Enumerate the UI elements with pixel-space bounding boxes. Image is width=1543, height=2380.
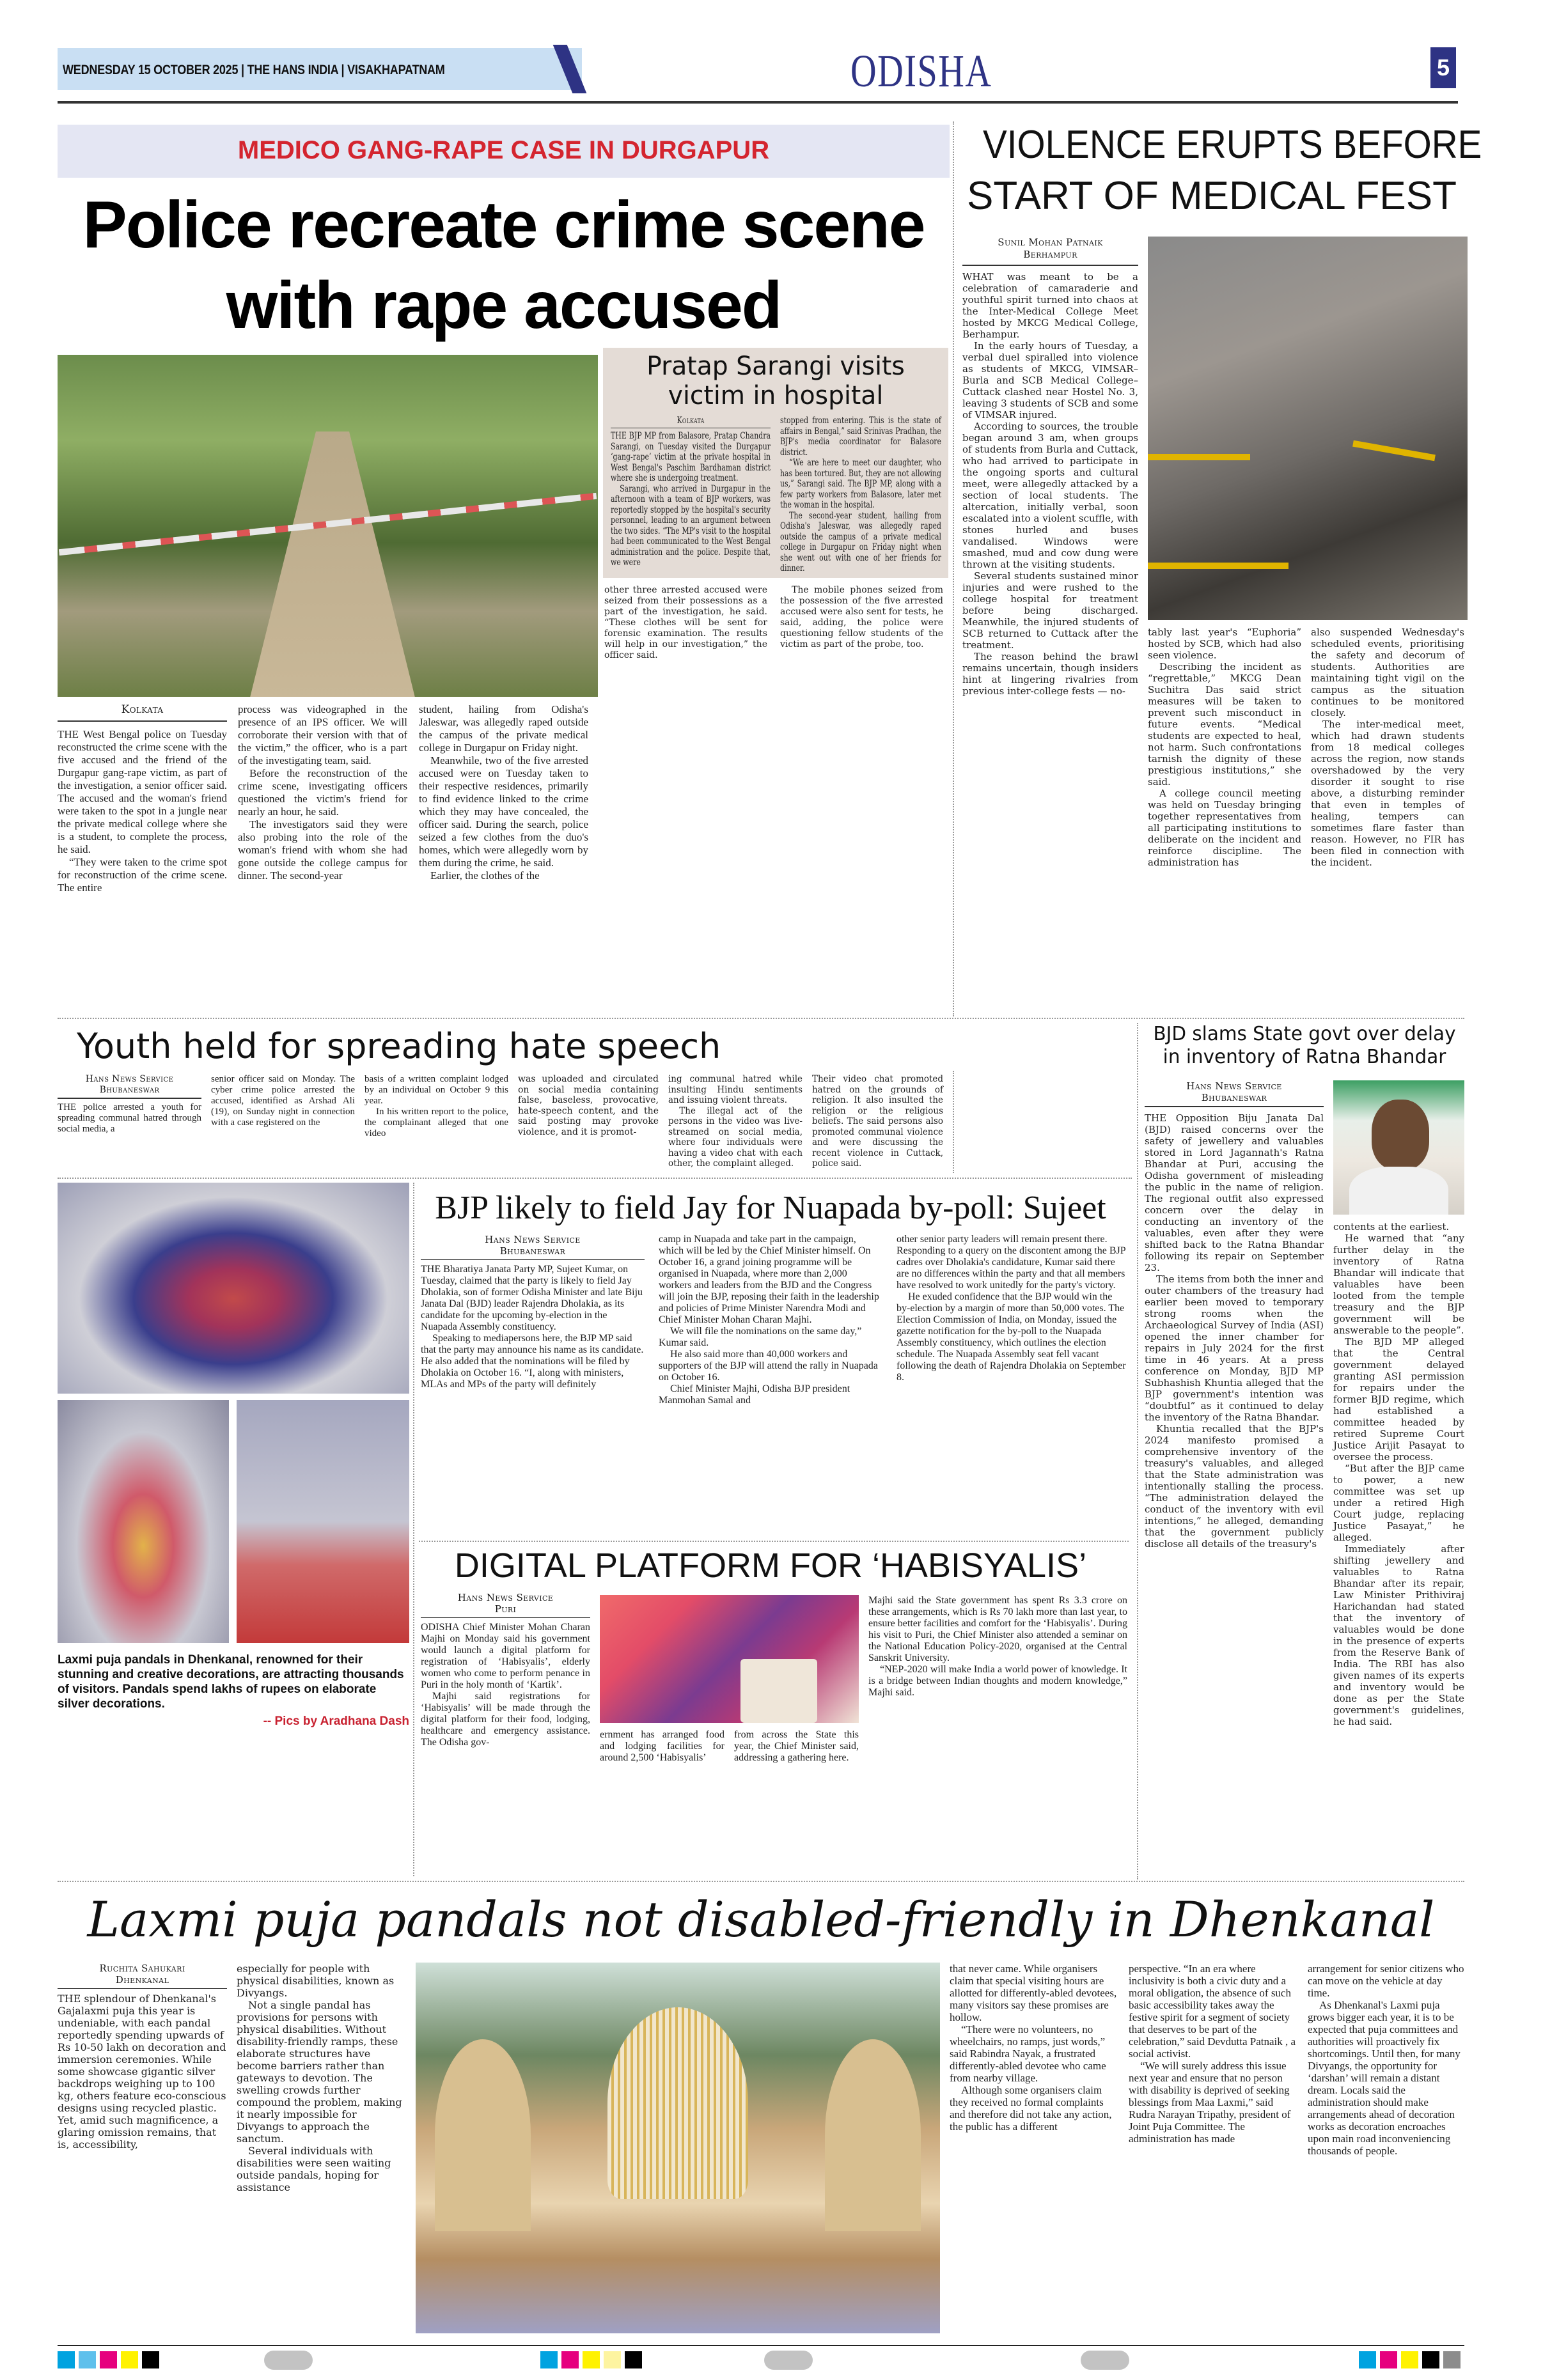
photo-credit: -- Pics by Aradhana Dash	[263, 1715, 409, 1728]
rape-story-col-4	[604, 585, 767, 661]
violence-col-3	[1311, 626, 1464, 868]
color-bar-left	[58, 2351, 159, 2368]
paragraph: “They were taken to the crime spot for reconstruction of the crime scene. The entire	[58, 856, 227, 894]
registration-pill	[1081, 2351, 1129, 2370]
nuapada-dateline: Bhubaneswar	[499, 1245, 566, 1257]
dhenkanal-col-3	[950, 1963, 1119, 2133]
habisyali-col-4	[868, 1595, 1127, 1699]
violence-headline-line-2: START OF MEDICAL FEST	[967, 174, 1457, 218]
rape-story-col-2	[238, 703, 407, 882]
youth-col-3	[364, 1074, 508, 1139]
habisyali-col-1	[421, 1592, 590, 1748]
dhenkanal-col-2	[237, 1963, 406, 2193]
registration-swatch	[1380, 2351, 1397, 2368]
kicker: MEDICO GANG-RAPE CASE IN DURGAPUR	[237, 136, 770, 164]
youth-col-4	[518, 1074, 659, 1137]
color-bar-middle	[540, 2351, 642, 2368]
paragraph: The inter-medical meet, which had drawn students from 18 medical colleges across the region, now stands overshadowed by the very disorder it sought to rise above, a disturbing reminder that even in temples of healing, tempers can sometimes flare faster than reason. However, no FIR has been filed in connection with the incident.	[1311, 719, 1464, 868]
crime-scene-photo	[58, 355, 598, 697]
bjd-dateline: Bhubaneswar	[1201, 1092, 1267, 1103]
paragraph: perspective. “In an era where inclusivity is both a civic duty and a moral obligation, the absence of such basic accessibility takes away the festive spirit for a segment of society that deserves to be part of the celebration,” said Devdutta Patnaik , a social activist.	[1129, 1963, 1296, 2060]
paragraph: As Dhenkanal's Laxmi puja grows bigger each year, it is to be expected that puja committees and authorities will proactively fix shortcomings. Until then, for many Divyangs, the opportunity for ‘darshan’ will remain a distant dream. Locals said the administration should make arrangements ahead of decoration works as decoration encroaches upon main road inconveniencing thousands of people.	[1308, 1999, 1461, 2157]
cm-with-habisyali-photo	[600, 1595, 859, 1723]
paragraph: “NEP-2020 will make India a world power of knowledge. It is a bridge between Indian thoughts and modern knowledge,” Majhi said.	[868, 1664, 1127, 1698]
paragraph: other three arrested accused were seized from their possessions as a part of the investigation, he said. “These clothes will be sent for forensic examination. The results will help in our investigation,” the officer said.	[604, 585, 767, 660]
paragraph: from across the State this year, the Chief Minister said, addressing a gathering here.	[734, 1729, 859, 1763]
paragraph: The mobile phones seized from the possession of the five arrested accused were also sent for tests, he said, adding, the police were questioning fellow students of the victim as part of the probe, too.	[780, 585, 943, 649]
violence-col-2	[1148, 626, 1301, 868]
paragraph: The illegal act of the persons in the video was live-streamed on social media, where four individuals were having a video chat with each other, the complaint alleged.	[668, 1105, 803, 1169]
registration-swatch	[58, 2351, 75, 2368]
paragraph: especially for people with physical disabilities, known as Divyangs.	[237, 1963, 395, 1999]
paragraph: Before the reconstruction of the crime scene, investigating officers questioned the victim's friend for nearly an hour, he said.	[238, 767, 407, 818]
sarangi-dateline: Kolkata	[611, 416, 771, 428]
youth-dateline: Bhubaneswar	[99, 1085, 160, 1095]
paragraph: He warned that “any further delay in the inventory of Ratna Bhandar will indicate that valuables have been looted from the temple treasury and the BJP government will be answerable to the people”.	[1333, 1233, 1464, 1336]
paragraph: student, hailing from Odisha's Jaleswar, was allegedly raped outside the campus of the private medical college in Durgapur on Friday night.	[419, 703, 588, 754]
paragraph: “There were no volunteers, no wheelchairs, no ramps, just words,” said Rabindra Nayak, a frustrated differently-abled devotee who came from nearby village.	[950, 2023, 1106, 2084]
paragraph: that never came. While organisers claim that special visiting hours are allotted for differently-abled devotees, many visitors say these promises are hollow.	[950, 1963, 1117, 2023]
paragraph: “We will surely address this issue next year and ensure that no person with disability is deprived of seeking blessings from Maa Laxmi,” said Rudra Narayan Tripathy, president of Joint Puja Committee. The administration has made	[1129, 2060, 1291, 2145]
registration-swatch	[1359, 2351, 1376, 2368]
habisyali-col-3	[734, 1729, 859, 1764]
paragraph: Several students sustained minor injuries and were rushed to the college hospital for treatment before being discharged. Meanwhile, the injured students of SCB returned to Cuttack after the treatment.	[962, 570, 1138, 651]
paragraph: Several individuals with disabilities were seen waiting outside pandals, hoping for assistance	[237, 2145, 391, 2193]
paragraph: Although some organisers claim they received no formal complaints and therefore did not take any action, the public has a different	[950, 2084, 1112, 2133]
rape-story-col-3	[419, 703, 588, 882]
nuapada-col-2	[659, 1234, 882, 1406]
registration-swatch	[604, 2351, 621, 2368]
habisyali-byline	[421, 1592, 590, 1618]
headline-line-2: with rape accused	[226, 268, 781, 343]
section-divider	[58, 1881, 1464, 1882]
paragraph: Majhi said registrations for ‘Habisyalis’ will be made through the digital platform for their food, lodging, healthcare and emergency assistance. The Odisha gov-	[421, 1691, 590, 1748]
bjd-byline	[1145, 1080, 1324, 1107]
paragraph: Describing the incident as “regrettable,” MKCG Dean Suchitra Das said strict measures will be taken to prevent such misconduct in future events. “Medical students are expected to heal, not harm. Such confrontations tarnish the dignity of these prestigious institutions,” she said.	[1148, 661, 1301, 788]
registration-pill	[764, 2351, 813, 2370]
registration-swatch	[1422, 2351, 1439, 2368]
footer-rule	[58, 2345, 1464, 2346]
paragraph: Majhi said the State government has spent Rs 3.3 crore on these arrangements, which is Rs 70 lakh more than last year, to ensure better facilities and comfort for the ‘Habisyalis’. During his visit to Puri, the Chief Minister also attended a seminar on the National Education Policy-2020, organised at the Central Sanskrit University.	[868, 1595, 1127, 1663]
habisyali-col-2	[600, 1729, 725, 1764]
paragraph: Their video chat promoted hatred on the grounds of religion. It also insulted the religion or the religious beliefs. The said persons also promoted communal violence and were discussing the recent violence in Cuttack, police said.	[812, 1074, 943, 1169]
youth-col-5	[668, 1074, 803, 1169]
paragraph: THE police arrested a youth for spreading communal hatred through social media, a	[58, 1102, 201, 1134]
paragraph: ernment has arranged food and lodging facilities for around 2,500 ‘Habisyalis’	[600, 1729, 725, 1763]
youth-col-1	[58, 1074, 201, 1135]
paragraph: camp in Nuapada and take part in the campaign, which will be led by the Chief Minister himself. On October 16, a grand joining programme will be organised in Nuapada, where more than 2,000 workers and leaders from the BJD and the Congress will join the BJP, reposing their faith in the leadership and policies of Prime Minister Narendra Modi and Chief Minister Mohan Charan Majhi.	[659, 1234, 879, 1325]
paragraph: We will file the nominations on the same day,” Kumar said.	[659, 1326, 862, 1348]
registration-swatch	[142, 2351, 159, 2368]
bjd-headline: BJD slams State govt over delay in inventory of Ratna Bhandar	[1153, 1023, 1456, 1068]
paragraph: The investigators said they were also probing into the role of the woman's friend with whom she had gone outside the college campus for dinner. The second-year	[238, 818, 407, 882]
paragraph: Sarangi, who arrived in Durgapur in the afternoon with a team of BJP workers, was reportedly stopped by the hospital's security personnel, leading to an argument between the two sides. “The MP's visit to the hospital had been communicated to the West Bengal administration and the police. Despite that, we were	[611, 483, 771, 568]
bjd-col-1	[1145, 1080, 1324, 1550]
dhenkanal-col-4	[1129, 1963, 1298, 2145]
paragraph: THE splendour of Dhenkanal's Gajalaxmi puja this year is undeniable, with each pandal reportedly spending upwards of Rs 10-50 lakh on decoration and immersion ceremonies. While some showcase gigantic silver backdrops weighing up to 100 kg, others feature eco-conscious designs using recycled plastic. Yet, amid such magnificence, a glaring omission remains, that is, accessibility,	[58, 1993, 226, 2151]
caption-text: Laxmi puja pandals in Dhenkanal, renowned for their stunning and creative decorations, are attracting thousands of visitors. Pandals spend lakhs of rupees on elaborate silver decorations.	[58, 1653, 404, 1711]
khuntia-photo	[1333, 1080, 1464, 1215]
author-name: Ruchita Sahukari	[99, 1963, 185, 1974]
paragraph: THE BJP MP from Balasore, Pratap Chandra Sarangi, on Tuesday visited the Durgapur ‘gang-rape’ victim at the private hospital in West Bengal's Paschim Bardhaman district where she is undergoing treatment.	[611, 431, 771, 483]
paragraph: stopped from entering. This is the state of affairs in Bengal,” said Srinivas Pradhan, the BJP's media coordinator for Balasore district.	[780, 416, 941, 458]
paragraph: ing communal hatred while insulting Hindu sentiments and issuing violent threats.	[668, 1074, 803, 1105]
youth-col-2	[211, 1074, 355, 1128]
habisyali-dateline: Puri	[494, 1603, 517, 1615]
violence-headline-line-1: VIOLENCE ERUPTS BEFORE	[983, 123, 1482, 167]
column-rule	[413, 1183, 414, 1876]
paragraph: He also said more than 40,000 workers and supporters of the BJP will attend the rally in Nuapada on October 16.	[659, 1349, 878, 1383]
photo-caption	[58, 1653, 409, 1729]
paragraph: tably last year's “Euphoria” hosted by SCB, which had also seen violence.	[1148, 626, 1301, 661]
masthead-rule	[58, 101, 1458, 104]
paragraph: He exuded confidence that the BJP would win the by-election by a margin of more than 50,000 votes. The Election Commission of India, on Monday, issued the gazette notification for the by-poll to the Nuapada Assembly constituency, which outlines the election schedule. The Nuapada Assembly seat fell vacant following the death of Rajendra Dholakia on September 8.	[897, 1291, 1126, 1383]
paragraph: WHAT was meant to be a celebration of camaraderie and youthful spirit turned into chaos at the Inter-Medical College Meet hosted by MKCG Medical College, Berhampur.	[962, 271, 1138, 340]
column-rule	[953, 1071, 954, 1173]
nuapada-headline: BJP likely to field Jay for Nuapada by-poll: Sujeet	[435, 1190, 1106, 1226]
paragraph: senior officer said on Monday. The cyber crime police arrested the accused, identified as Arshad Ali (19), on Sunday night in connection with a case registered on the	[211, 1074, 355, 1128]
dhenkanal-byline	[58, 1963, 227, 1989]
registration-pill	[264, 2351, 313, 2370]
vandalised-bus-photo	[1148, 237, 1468, 620]
dateline: WEDNESDAY 15 OCTOBER 2025 | THE HANS INDIA | VISAKHAPATNAM	[63, 63, 445, 77]
registration-swatch	[1443, 2351, 1461, 2368]
agency-name: Hans News Service	[1186, 1080, 1282, 1092]
dhenkanal-col-1	[58, 1963, 227, 2151]
registration-swatch	[561, 2351, 579, 2368]
paragraph: “But after the BJP came to power, a new committee was set up under a retired High Court judge, replacing Justice Pasayat,” he alleged.	[1333, 1463, 1464, 1543]
paragraph: A college council meeting was held on Tuesday bringing together representatives from all participating institutions to deliberate on the incident and reinforce discipline. The administration has	[1148, 788, 1301, 868]
headline-line-1: Police recreate crime scene	[82, 188, 925, 262]
paragraph: The second-year student, hailing from Odisha's Jaleswar, was allegedly raped outside the campus of a private medical college in Durgapur on Friday night when she went out with one of her friends for dinner.	[780, 510, 941, 573]
agency-name: Hans News Service	[485, 1234, 581, 1245]
paragraph: Earlier, the clothes of the	[430, 869, 540, 882]
paragraph: basis of a written complaint lodged by an individual on October 9 this year.	[364, 1074, 508, 1106]
rape-story-col-1	[58, 703, 227, 894]
nuapada-byline	[421, 1234, 645, 1260]
paragraph: ODISHA Chief Minister Mohan Charan Majhi on Monday said his government would launch a digital platform for registration of ‘Habisyalis’, elderly women who come to perform penance in Puri in the holy month of ‘Kartik’.	[421, 1622, 590, 1690]
agency-name: Hans News Service	[457, 1592, 554, 1603]
sarangi-col-2	[780, 416, 941, 574]
registration-swatch	[625, 2351, 642, 2368]
youth-headline: Youth held for spreading hate speech	[77, 1026, 721, 1066]
rape-story-dateline: Kolkata	[58, 703, 227, 722]
dhenkanal-dateline: Dhenkanal	[115, 1974, 169, 1986]
section-title: ODISHA	[850, 45, 992, 97]
agency-name: Hans News Service	[85, 1074, 174, 1084]
habisyali-headline: DIGITAL PLATFORM FOR ‘HABISYALIS’	[454, 1546, 1087, 1585]
paragraph: Chief Minister Majhi, Odisha BJP president Manmohan Samal and	[659, 1383, 850, 1406]
pandal-photo	[416, 1963, 940, 2333]
violence-dateline: Berhampur	[1023, 249, 1077, 260]
youth-byline	[58, 1074, 201, 1099]
paragraph: contents at the earliest.	[1333, 1221, 1450, 1233]
paragraph: also suspended Wednesday's scheduled events, prioritising the safety and decorum of students. Authorities are maintaining tight vigil on the campus as the situation continues to be monitored closely.	[1311, 626, 1464, 719]
column-rule	[953, 121, 954, 1016]
paragraph: The reason behind the brawl remains uncertain, though insiders hint at lingering rivalries from previous inter-college fests — no-	[962, 651, 1138, 697]
paragraph: was uploaded and circulated on social media containing false, baseless, provocative, hate-speech content, and the said posting may provoke violence, and it is promot-	[518, 1074, 659, 1137]
laxmi-idol-photo-main	[58, 1183, 409, 1394]
violence-col-1	[962, 237, 1138, 697]
registration-swatch	[583, 2351, 600, 2368]
paragraph: other senior party leaders will remain present there. Responding to a query on the discontent among the BJP cadres over Dholakia's candidature, Kumar said there are no differences within the party and that all members have resolved to work unitedly for the party's victory.	[897, 1234, 1126, 1291]
paragraph: In the early hours of Tuesday, a verbal duel spiralled into violence as students of MKCG, VIMSAR–Burla and SCB Medical College–Cuttack clashed near Hostel No. 3, leaving 3 students of SCB and some of VIMSAR injured.	[962, 340, 1138, 421]
paragraph: According to sources, the trouble began around 3 am, when groups of students from Burla and Cuttack, who had arrived to participate in the ongoing sports and cultural meet, were allegedly attacked by a section of local students. The altercation, initially verbal, soon escalated into a violent scuffle, with stones hurled and buses vandalised. Windows were smashed, mud and cow dung were thrown at the visiting students.	[962, 421, 1138, 570]
sarangi-headline: Pratap Sarangi visits victim in hospital	[646, 352, 905, 410]
paragraph: THE Opposition Biju Janata Dal (BJD) raised concerns over the safety of jewellery and valuables stored in Lord Jagannath's Ratna Bhandar at Puri, accusing the Odisha government of misleading the public in the name of religion. The regional outfit also expressed concern over the delay in conducting an inventory of the valuables, even after they were shifted back to the Ratna Bhandar following its repair on September 23.	[1145, 1112, 1324, 1273]
paragraph: arrangement for senior citizens who can move on the vehicle at day time.	[1308, 1963, 1464, 1999]
laxmi-idol-photo-3	[237, 1400, 409, 1643]
dhenkanal-col-5	[1308, 1963, 1464, 2157]
registration-swatch	[540, 2351, 558, 2368]
paragraph: “We are here to meet our daughter, who has been tortured. But, they are not allowing us,” Sarangi said. The BJP MP, along with a few party workers from Balasore, later met the woman in the hospital.	[780, 458, 941, 510]
nuapada-col-1	[421, 1234, 645, 1390]
paragraph: Speaking to mediapersons here, the BJP MP said that the party may announce his name as its candidate. He also added that the nominations will be filed by Dholakia on October 16. “I, along with ministers, MLAs and MPs of the party will definitely	[421, 1333, 644, 1390]
registration-swatch	[79, 2351, 96, 2368]
paragraph: process was videographed in the presence of an IPS officer. We will corroborate their version with that of the victim,” the officer, who is a part of the investigating team, said.	[238, 703, 407, 766]
nuapada-col-3	[897, 1234, 1128, 1383]
paragraph: Immediately after shifting jewellery and valuables to Ratna Bhandar after its repair, Law Minister Prithiviraj Harichandan had stated that the inventory of valuables would be done in the presence of experts from the Reserve Bank of India. The RBI has also given names of its experts and inventory would be done as per the State government's guidelines, he had said.	[1333, 1543, 1464, 1727]
section-divider	[58, 1178, 1132, 1179]
paragraph: THE West Bengal police on Tuesday reconstructed the crime scene with the five accused and the friend of the Durgapur gang-rape victim, as part of the investigation, a senior officer said. The accused and the woman's friend were taken to the spot in a jungle near the private medical college where she is a student, to complete the process, he said.	[58, 728, 227, 855]
paragraph: THE Bharatiya Janata Party MP, Sujeet Kumar, on Tuesday, claimed that the party is likely to field Jay Dholakia, son of former Odisha Minister and late Biju Janata Dal (BJD) leader Rajendra Dholakia, as its candidate for the upcoming by-election in the Nuapada Assembly constituency.	[421, 1264, 643, 1332]
paragraph: In his written report to the police, the complainant alleged that one video	[364, 1107, 508, 1139]
column-rule	[1137, 1023, 1138, 1879]
section-divider	[419, 1541, 1129, 1542]
sarangi-col-1	[611, 416, 771, 568]
bjd-col-2	[1333, 1221, 1464, 1727]
youth-col-6	[812, 1074, 943, 1169]
paragraph: The items from both the inner and outer chambers of the treasury had earlier been moved to temporary strong rooms when the Archaeological Survey of India (ASI) opened the inner chamber for repairs in July 2024 for the first time in 46 years. At a press conference on Monday, BJD MP Subhashish Khuntia alleged that the BJP government's intention was “doubtful” as it continued to delay the inventory of the Ratna Bhandar.	[1145, 1273, 1324, 1423]
paragraph: Khuntia recalled that the BJP's 2024 manifesto promised a comprehensive inventory of the treasury's valuables, and alleged that the State administration was intentionally stalling the process. “The administration delayed the conduct of the inventory with evil intentions,” he alleged, demanding that the government publicly disclose all details of the treasury's	[1145, 1423, 1324, 1550]
registration-swatch	[1401, 2351, 1418, 2368]
registration-swatch	[121, 2351, 138, 2368]
author-name: Sunil Mohan Patnaik	[998, 237, 1103, 248]
dhenkanal-headline: Laxmi puja pandals not disabled-friendly in Dhenkanal	[87, 1891, 1435, 1948]
color-bar-right	[1359, 2351, 1461, 2368]
page-number: 5	[1430, 47, 1456, 88]
section-divider	[58, 1018, 1464, 1019]
laxmi-idol-photo-2	[58, 1400, 229, 1643]
paragraph: The BJD MP alleged that the Central government delayed granting ASI permission for repairs under the former BJD regime, which had established a committee headed by retired Supreme Court Justice Arijit Pasayat to oversee the process.	[1333, 1336, 1464, 1463]
paragraph: Not a single pandal has provisions for persons with physical disabilities. Without disability-friendly ramps, these elaborate structures have become barriers rather than gateways to devotion. The swelling crowds further compound the problem, making it nearly impossible for Divyangs to approach the sanctum.	[237, 1999, 402, 2145]
rape-story-col-5	[780, 585, 943, 650]
violence-byline	[962, 237, 1138, 266]
registration-swatch	[100, 2351, 117, 2368]
paragraph: Meanwhile, two of the five arrested accused were on Tuesday taken to their respective residences, primarily to find evidence linked to the crime which they may have concealed, the officer said. During the search, police seized a few clothes from the duo's homes, which were allegedly worn by them during the crime, he said.	[419, 754, 588, 869]
